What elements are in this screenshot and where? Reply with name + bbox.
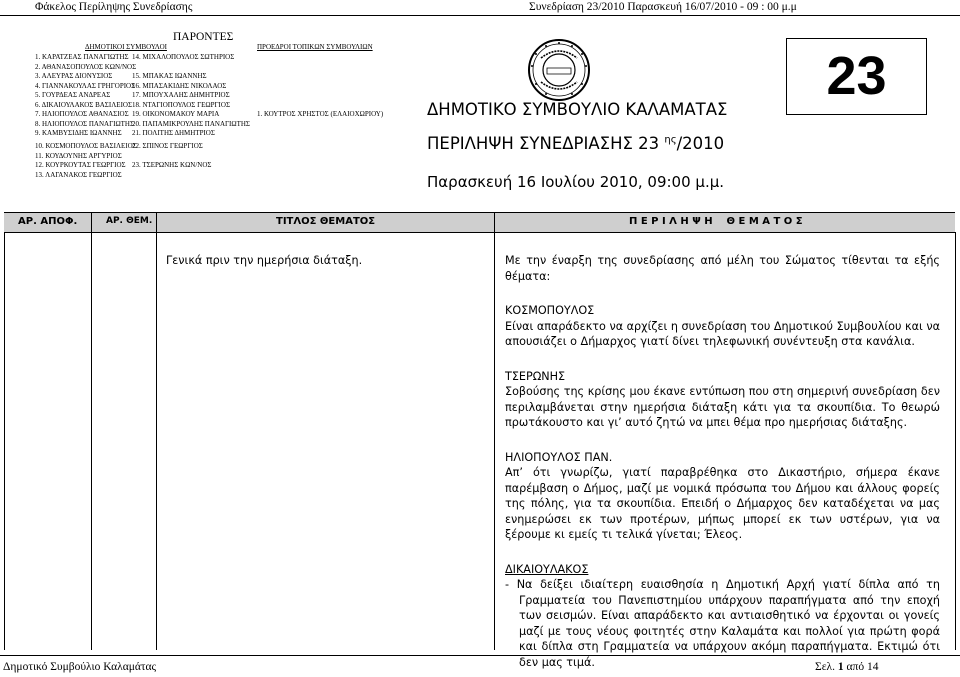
- member-name: 16. ΜΠΑΣΑΚΙΔΗΣ ΝΙΚΟΛΑΟΣ: [132, 81, 227, 90]
- header-rule: [0, 15, 960, 16]
- row-divider: [494, 232, 495, 650]
- member-name: 18. ΝΤΑΓΙΟΠΟΥΛΟΣ ΓΕΩΡΓΙΟΣ: [132, 100, 231, 109]
- member-name: 13. ΛΑΓΑΝΑΚΟΣ ΓΕΩΡΓΙΟΣ: [35, 170, 122, 179]
- members-column-1b: [35, 142, 137, 180]
- footer-page: [815, 661, 878, 673]
- header-topic-number: ΑΡ. ΘΕΜ.: [106, 216, 153, 226]
- member-name: 9. ΚΑΜΒΥΣΙΔΗΣ ΙΩΑΝΝΗΣ: [35, 129, 122, 137]
- running-header-left: Φάκελος Περίληψης Συνεδρίασης: [35, 1, 193, 13]
- member-name: [132, 152, 211, 162]
- summary-title-sup: ης: [664, 134, 677, 146]
- member-name: 1. ΚΑΡΑΤΖΕΑΣ ΠΑΝΑΓΙΩΤΗΣ: [35, 53, 129, 61]
- running-header-right: Συνεδρίαση 23/2010 Παρασκευή 16/07/2010 - 09 : 00 μ.μ: [529, 1, 797, 13]
- speaker-name: ΤΣΕΡΩΝΗΣ: [505, 369, 566, 383]
- municipal-seal-icon: [527, 38, 591, 102]
- attendance-title: ΠΑΡΟΝΤΕΣ: [173, 31, 234, 43]
- member-name: [132, 63, 250, 73]
- council-title: ΔΗΜΟΤΙΚΟ ΣΥΜΒΟΥΛΙΟ ΚΑΛΑΜΑΤΑΣ: [427, 100, 728, 119]
- member-name: 22. ΣΠΙΝΟΣ ΓΕΩΡΓΙΟΣ: [132, 142, 203, 150]
- header-topic-summary: Π Ε Ρ Ι Λ Η Ψ Η Θ Ε Μ Α Τ Ο Σ: [629, 216, 803, 227]
- member-name: 11. ΚΟΥΔΟΥΝΗΣ ΑΡΓΥΡΙΟΣ: [35, 151, 122, 160]
- speaker-statement: Είναι απαράδεκτο να αρχίζει η συνεδρίαση του Δημοτικού Συμβουλίου και να απουσιάζει ο Δήμαρχος γιατί δίνει τηλεφωνική συνέντευξη στα κανάλια.: [505, 319, 940, 348]
- meeting-date: Παρασκευή 16 Ιουλίου 2010, 09:00 μ.μ.: [427, 173, 725, 191]
- speaker-name: ΔΙΚΑΙΟΥΛΑΚΟΣ: [505, 562, 589, 576]
- page-prefix: Σελ.: [815, 661, 838, 673]
- member-name: 23. ΤΣΕΡΩΝΗΣ ΚΩΝ/ΝΟΣ: [132, 161, 212, 169]
- member-name: 5. ΓΟΥΡΔΕΑΣ ΑΝΔΡΕΑΣ: [35, 91, 111, 99]
- row-divider: [156, 232, 157, 650]
- page-number: 1: [837, 661, 844, 673]
- col-divider: [494, 212, 495, 232]
- header-topic-title: ΤΙΤΛΟΣ ΘΕΜΑΤΟΣ: [276, 216, 376, 227]
- member-name: 21. ΠΟΛΙΤΗΣ ΔΗΜΗΤΡΙΟΣ: [132, 129, 215, 137]
- member-name: 3. ΑΛΕΥΡΑΣ ΔΙΟΝΥΣΙΟΣ: [35, 72, 113, 80]
- member-name: 12. ΚΟΥΡΚΟΥΤΑΣ ΓΕΩΡΓΙΟΣ: [35, 161, 126, 169]
- row-top-border: [4, 232, 956, 233]
- page-total: 14: [866, 661, 879, 673]
- speaker-statement: Απ’ ότι γνωρίζω, γιατί παραβρέθηκα στο Δικαστήριο, σήμερα έκανε παρέμβαση ο Δήμος, μαζί με νομικά πρόσωπα του Δήμου και άλλους φορείς της πόλης, για τα σκουπίδια. Επειδή ο Δήμαρχος δεν καταδέχεται να μας ενημερώσει εκ των προτέρων, μήπως μπορεί εκ των υστέρων, για να ξέρουμε κι εμείς τι τελικά γίνεται; Έλεος.: [505, 466, 940, 541]
- speaker-statement: Σοβούσης της κρίσης μου έκανε εντύπωση που στη σημερινή συνεδρίαση δεν περιλαμβάνεται στην ημερήσια διάταξη κάτι για τα σκουπίδια. Το θεωρώ πρωτάκουστο και γι’ αυτό ζητώ να μπει θέμα προ ημερήσιας διάταξης.: [505, 385, 940, 429]
- member-name: 19. ΟΙΚΟΝΟΜΑΚΟΥ ΜΑΡΙΑ: [132, 110, 220, 118]
- footer-rule: [0, 655, 960, 656]
- member-name: 14. ΜΙΧΑΛΟΠΟΥΛΟΣ ΣΩΤΗΡΙΟΣ: [132, 53, 235, 61]
- council-members-heading: ΔΗΜΟΤΙΚΟΙ ΣΥΜΒΟΥΛΟΙ: [85, 43, 167, 51]
- member-name: 6. ΔΙΚΑΙΟΥΛΑΚΟΣ ΒΑΣΙΛΕΙΟΣ: [35, 100, 133, 109]
- speaker-name: ΗΛΙΟΠΟΥΛΟΣ ΠΑΝ.: [505, 450, 613, 464]
- session-number-box: 23: [786, 38, 927, 115]
- col-divider: [156, 212, 157, 232]
- row-topic-title: Γενικά πριν την ημερήσια διάταξη.: [166, 254, 363, 267]
- summary-title-prefix: ΠΕΡΙΛΗΨΗ ΣΥΝΕΔΡΙΑΣΗΣ 23: [427, 134, 665, 153]
- members-column-2a: [132, 53, 250, 139]
- speaker-name: ΚΟΣΜΟΠΟΥΛΟΣ: [505, 304, 595, 317]
- member-name: 15. ΜΠΑΚΑΣ ΙΩΑΝΝΗΣ: [132, 72, 207, 80]
- speaker-statement: - Να δείξει ιδιαίτερη ευαισθησία η Δημοτική Αρχή γιατί δίπλα από τη Γραμματεία του Πανεπιστημίου υπάρχουν παραπήγματα από την εποχή των σεισμών. Είναι απαράδεκτο και αντιαισθητικό να έρχονται οι γονείς μαζί με τους νέους φοιτητές στην Καλαμάτα και πολλοί για πρώτη φορά και δίπλα στη Γραμματεία να υπάρχουν ακόμη παραπήγματα. Εκτιμώ ότι δεν μας τιμά.: [505, 578, 940, 669]
- member-name: 10. ΚΟΣΜΟΠΟΥΛΟΣ ΒΑΣΙΛΕΙΟΣ: [35, 142, 137, 150]
- members-column-2b: [132, 142, 211, 171]
- local-president-name: 1. ΚΟΥΤΡΟΣ ΧΡΗΣΤΟΣ (ΕΛΑΙΟΧΩΡΙΟΥ): [257, 110, 384, 118]
- member-name: 2. ΑΘΑΝΑΣΟΠΟΥΛΟΣ ΚΩΝ/ΝΟΣ: [35, 62, 137, 71]
- local-council-heading: ΠΡΟΕΔΡΟΙ ΤΟΠΙΚΩΝ ΣΥΜΒΟΥΛΙΩΝ: [257, 43, 373, 51]
- footer-left: Δημοτικό Συμβούλιο Καλαμάτας: [3, 661, 157, 673]
- header-decision-number: ΑΡ. ΑΠΟΦ.: [18, 216, 78, 227]
- row-left-border: [4, 232, 5, 650]
- local-presidents-column: [257, 110, 383, 120]
- col-divider: [91, 212, 92, 232]
- row-right-border: [955, 232, 956, 650]
- summary-title: [427, 134, 724, 153]
- row-summary: [505, 253, 940, 670]
- summary-title-suffix: /2010: [676, 134, 725, 153]
- page-mid: από: [843, 661, 867, 673]
- member-name: 4. ΓΙΑΝΝΑΚΟΥΛΑΣ ΓΡΗΓΟΡΙΟΣ: [35, 81, 136, 90]
- row-divider: [91, 232, 92, 650]
- member-name: 17. ΜΠΟΥΧΑΛΗΣ ΔΗΜΗΤΡΙΟΣ: [132, 91, 230, 99]
- members-column-1a: [35, 53, 136, 139]
- member-name: 8. ΗΛΙΟΠΟΥΛΟΣ ΠΑΝΑΓΙΩΤΗΣ: [35, 119, 135, 128]
- summary-intro: Με την έναρξη της συνεδρίασης από μέλη του Σώματος τίθενται τα εξής θέματα:: [505, 254, 940, 283]
- member-name: 20. ΠΑΠΑΜΙΚΡΟΥΛΗΣ ΠΑΝΑΓΙΩΤΗΣ: [132, 119, 250, 128]
- member-name: 7. ΗΛΙΟΠΟΥΛΟΣ ΑΘΑΝΑΣΙΟΣ: [35, 110, 129, 118]
